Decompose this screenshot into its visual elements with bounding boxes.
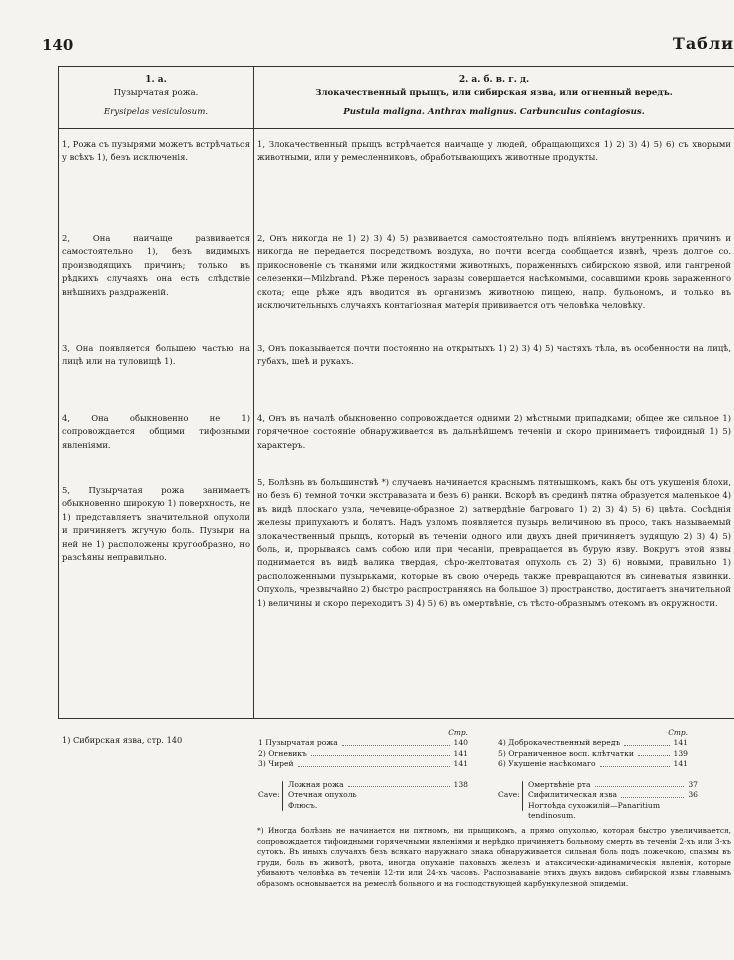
cave-item	[528, 780, 698, 790]
cave-item-label: Ложная рожа	[288, 780, 344, 789]
leader-dots	[342, 738, 450, 745]
column-divider	[253, 66, 254, 718]
toc-item-label: 6) Укушеніе насѣкомаго	[498, 759, 596, 769]
toc-item-page: 141	[673, 738, 688, 748]
toc-item-label: 3) Чирей	[258, 759, 294, 769]
cave-item-label: Омертвѣніе рта	[528, 780, 591, 789]
row-4-left: 4, Она обыкновенно не 1) сопровождается общими тифозными явленіями.	[62, 413, 250, 450]
brace-right	[522, 781, 523, 811]
right-column-title: Злокачественный прыщъ, или сибирская язва, или огненный вередъ.	[315, 88, 673, 98]
running-header: Табли	[672, 34, 734, 53]
row-1-right: 1, Злокачественный прыщъ встрѣчается наичаще у людей, обращающихся 1) 2) 3) 4) 5) 6) съ хворыми животными, или у ремесленниковъ, обработывающихъ животные продукты.	[257, 139, 731, 163]
footnote: *) Иногда болѣзнь не начинается ни пятномъ, ни прыщикомъ, а прямо опухолью, которая быстро увеличивается, сопровождается тифоидными горячечными явленіями и нерѣдко причиняетъ больному смерть въ теченіи 2-хъ или 3-хъ сутокъ. Въ иныхъ случаяхъ безъ всякаго наружнаго знака обнаруживается сильная боль подъ ложечкою, спазмы въ груди, боль въ животѣ, рвота, иногда опуханіе паховыхъ железъ и атаксически-адинамическія явленія, которые убиваютъ человѣка въ теченіи 12-ти или 24-хъ часовъ. Распознаваніе этихъ двухъ видовъ сибирской язвы главнымъ образомъ основывается на ремеслѣ больного и на господствующей карбункулезной эпидеміи.	[257, 826, 731, 888]
leader-dots	[595, 780, 685, 787]
reference-note: 1) Сибирская язва, стр. 140	[62, 735, 183, 745]
cave-item-label: Ногтоѣда сухожилій—Panaritium tendinosum.	[528, 800, 661, 821]
cave-left-list	[288, 780, 468, 811]
toc-left-item	[258, 749, 468, 759]
right-column-header	[257, 74, 731, 119]
leader-dots	[621, 790, 684, 797]
right-column-latin: Pustula maligna. Anthrax malignus. Carbunculus contagiosus.	[343, 107, 645, 117]
toc-right-item	[498, 738, 688, 748]
row-3-left: 3, Она появляется большею частью на лицѣ или на туловищѣ 1).	[62, 343, 250, 367]
row-3-right: 3, Онъ показывается почти постоянно на открытыхъ 1) 2) 3) 4) 5) частяхъ тѣла, въ особенности на лицѣ, губахъ, шеѣ и рукахъ.	[257, 343, 731, 367]
toc-item-page: 139	[673, 748, 688, 758]
right-column-number: 2. а. б. в. г. д.	[458, 75, 530, 85]
toc-item-page: 141	[453, 748, 468, 758]
row-2-left: 2, Она наичаще развивается самостоятельно 1), безъ видимыхъ производящихъ причинъ; только въ рѣдкихъ случаяхъ она есть слѣдствіе внѣшнихъ раздраженій.	[62, 233, 250, 297]
cave-item-label: Флюсъ.	[288, 800, 318, 810]
brace-left	[282, 781, 283, 811]
header-rule	[58, 128, 734, 129]
toc-right-item	[498, 749, 688, 759]
left-border	[58, 66, 59, 718]
toc-right-item	[498, 759, 688, 769]
leader-dots	[624, 738, 669, 745]
cave-item-label: Отечная опухоль	[288, 790, 357, 800]
table-bottom-rule	[58, 718, 734, 719]
leader-dots	[600, 759, 670, 766]
cave-item-page: 138	[453, 780, 468, 789]
row-4-right: 4, Онъ въ началѣ обыкновенно сопровождается одними 2) мѣстными припадками; общее же сильное 1) горячечное состояніе обнаруживается въ дальнѣйшемъ теченіи и скоро принимаетъ тифоидный 1) 5) характеръ.	[257, 413, 731, 450]
toc-left-item	[258, 738, 468, 748]
toc-item-page: 141	[673, 759, 688, 769]
cave-item	[288, 780, 468, 790]
toc-right-page-heading: Стр.	[668, 728, 688, 737]
toc-right	[498, 728, 688, 770]
cave-item-page: 37	[688, 780, 698, 789]
toc-left-item	[258, 759, 468, 769]
cave-item-page: 36	[688, 790, 698, 800]
toc-item-label: 2) Огневикъ	[258, 748, 307, 758]
toc-item-label: 5) Ограниченное восп. клѣтчатки	[498, 748, 634, 758]
left-column-number: 1. а.	[145, 75, 167, 85]
toc-item-label: 4) Доброкачественный вередъ	[498, 738, 621, 748]
leader-dots	[348, 780, 450, 787]
leader-dots	[298, 759, 450, 766]
page-number: 140	[42, 36, 74, 54]
left-column-header	[62, 74, 250, 119]
row-5-right: 5, Болѣзнь въ большинствѣ *) случаевъ начинается краснымъ пятнышкомъ, какъ бы отъ укушенія блохи, но безъ 6) темной точки экстравазата и безъ 6) ранки. Вскорѣ въ срединѣ пятна образуется маленькое 4) въ видѣ плоскаго узла, чечевице-образное 2) затвердѣніе багроваго 1) 2) 3) 4) 5) 6) цвѣта. Сосѣднія железы припухаютъ и болятъ. Надъ узломъ появляется пузырь величиною въ просо, такъ называемый злокачественный прыщъ, который въ теченіи одного или двухъ дней причиняетъ зудящую 2) 3) 4) 5) боль, и, прорываясь самъ собою или при чесаніи, превращается въ бурую язву. Вокругъ этой язвы поднимается въ видѣ валика твердая, сѣро-желтоватая опухоль съ 2) 3) 6) новыми, правильно 1) расположенными пузырьками, которые въ свою очередь также превращаются въ синеватыя язвинки. Опухоль, чрезвычайно 2) быстро распространяясь на большое 3) пространство, достигаетъ значительной 1) величины и скоро переходитъ 3) 4) 5) 6) въ омертвѣніе, съ тѣсто-образнымъ отекомъ въ окружности.	[257, 477, 731, 608]
left-column-title: Пузырчатая рожа.	[113, 88, 199, 98]
cave-left-label: Cave:	[258, 790, 280, 799]
leader-dots	[638, 749, 670, 756]
row-1-left: 1, Рожа съ пузырями можетъ встрѣчаться у всѣхъ 1), безъ исключенія.	[62, 139, 250, 163]
cave-item	[528, 790, 698, 800]
cave-right-list	[528, 780, 698, 822]
toc-item-label: 1 Пузырчатая рожа	[258, 738, 338, 748]
left-column-latin: Erysipelas vesiculosum.	[103, 107, 209, 117]
cave-right-label: Cave:	[498, 790, 520, 799]
leader-dots	[311, 749, 450, 756]
toc-item-page: 141	[453, 759, 468, 769]
toc-left-page-heading: Стр.	[448, 728, 468, 737]
row-5-left: 5, Пузырчатая рожа занимаетъ обыкновенно широкую 1) поверхность, не 1) представляетъ значительной опухоли и причиняетъ жгучую боль. Пузыри на ней не 1) расположены кругообразно, но разсѣяны неправильно.	[62, 485, 250, 563]
cave-item-label: Сифилитическая язва	[528, 790, 618, 800]
row-2-right: 2, Онъ никогда не 1) 2) 3) 4) 5) развивается самостоятельно подъ вліяніемъ внутреннихъ причинъ и никогда не передается посредствомъ воздуха, но почти всегда сообщается извнѣ, чрезъ долгое со. прикосновеніе съ тканями или жидкостями животныхъ, пораженныхъ сибирскою язвой, или гангреной селезенки—Milzbrand. Рѣже переносъ заразы совершается насѣкомыми, сосавшими кровь зараженного скота; еще рѣже ядъ вводится въ организмъ животною пищею, напр. бульономъ, и только въ исключительныхъ случаяхъ контагіозная матерія прививается отъ человѣка человѣку.	[257, 233, 731, 311]
top-rule	[58, 66, 734, 67]
toc-item-page: 140	[453, 738, 468, 748]
toc-left	[258, 728, 468, 770]
